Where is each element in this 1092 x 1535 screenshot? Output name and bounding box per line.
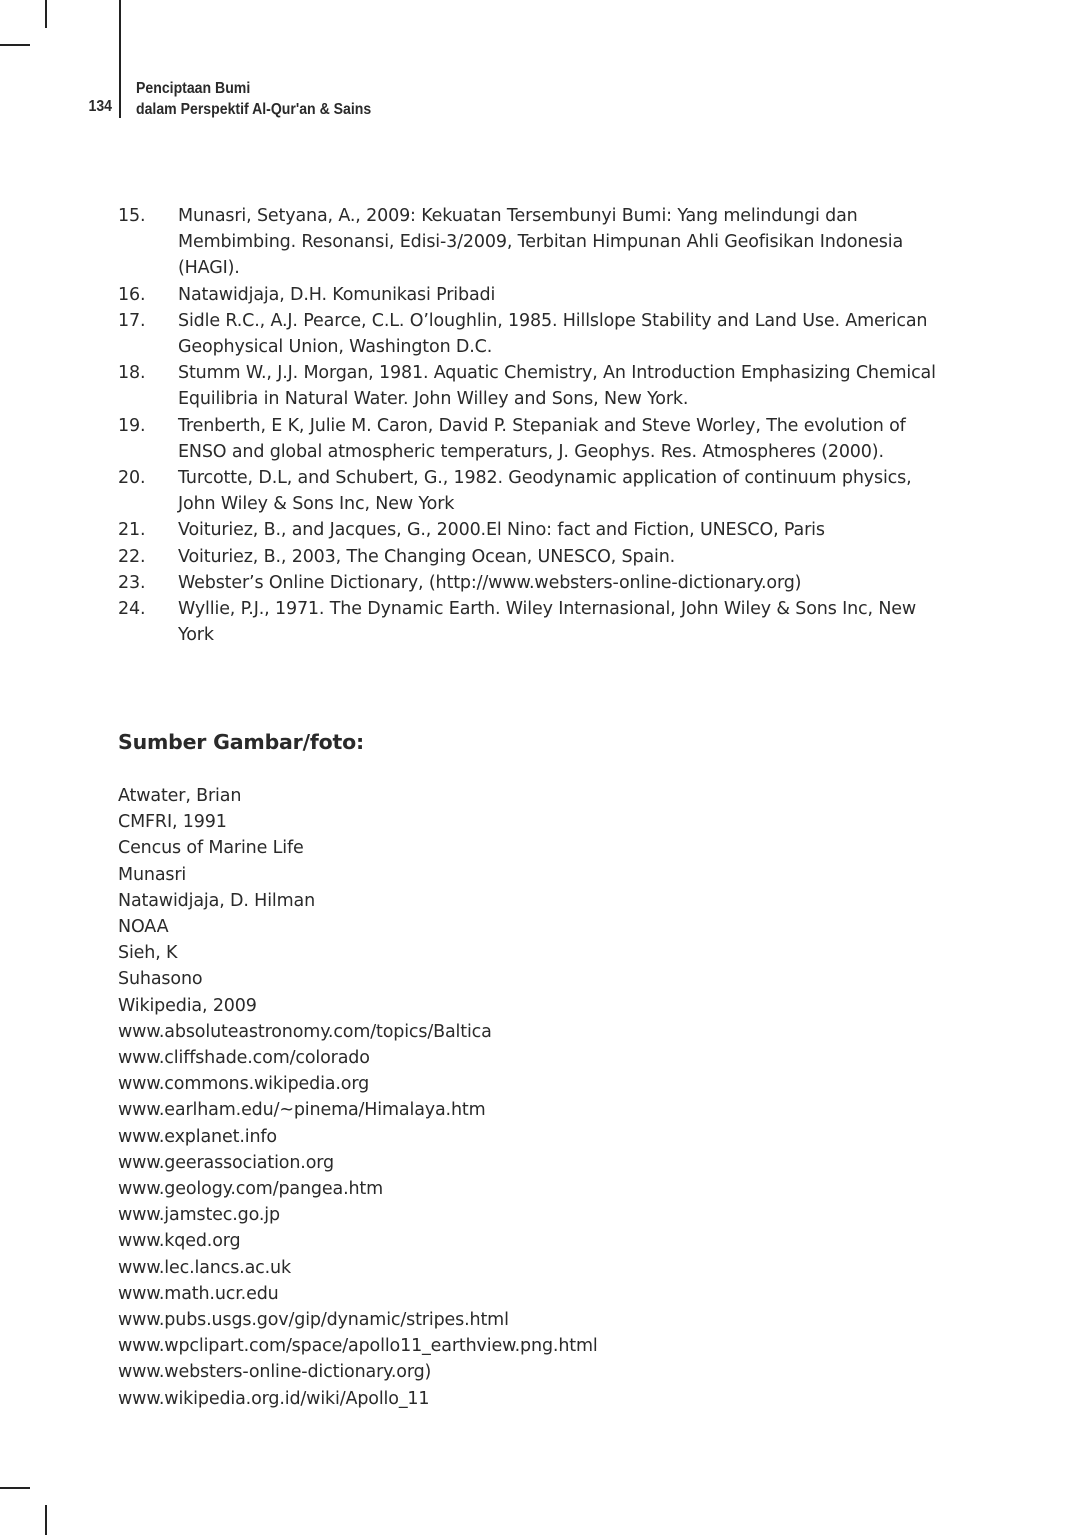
- source-item: www.jamstec.go.jp: [118, 1205, 280, 1226]
- reference-number: 19.: [118, 415, 146, 436]
- source-item: www.websters-online-dictionary.org): [118, 1362, 432, 1383]
- reference-item: [118, 596, 948, 648]
- reference-text: Munasri, Setyana, A., 2009: Kekuatan Tersembunyi Bumi: Yang melindungi dan Membimbing. Resonansi, Edisi-3/2009, Terbitan Himpunan Ahli Geofisikan Indonesia (HAGI).: [178, 206, 904, 279]
- reference-item: [118, 413, 948, 465]
- reference-number: 24.: [118, 599, 146, 620]
- source-item: www.lec.lancs.ac.uk: [118, 1257, 291, 1278]
- reference-text: Trenberth, E K, Julie M. Caron, David P. Stepaniak and Steve Worley, The evolution of ENSO and global atmospheric temperaturs, J. Geophys. Res. Atmospheres (2000).: [178, 415, 906, 462]
- reference-text: Webster’s Online Dictionary, (http://www.websters-online-dictionary.org): [178, 572, 802, 593]
- reference-number: 16.: [118, 284, 146, 305]
- source-item: Atwater, Brian: [118, 786, 242, 806]
- page-number: 134: [88, 98, 112, 115]
- crop-mark-top-horizontal: [0, 44, 30, 46]
- crop-mark-bottom-vertical: [45, 1505, 47, 1535]
- source-item: www.wpclipart.com/space/apollo11_earthview.png.html: [118, 1336, 598, 1357]
- source-item: Sieh, K: [118, 943, 178, 964]
- source-item: Suhasono: [118, 969, 203, 990]
- reference-number: 15.: [118, 206, 146, 226]
- source-item: www.earlham.edu/~pinema/Himalaya.htm: [118, 1100, 486, 1121]
- source-item: www.math.ucr.edu: [118, 1283, 279, 1304]
- reference-item: [118, 570, 948, 596]
- reference-item: [118, 517, 948, 543]
- source-item: Cencus of Marine Life: [118, 838, 304, 859]
- reference-text: Stumm W., J.J. Morgan, 1981. Aquatic Chemistry, An Introduction Emphasizing Chemical Equilibria in Natural Water. John Willey and Sons, New York.: [178, 363, 936, 410]
- reference-item: [118, 203, 948, 282]
- source-item: www.geerassociation.org: [118, 1152, 334, 1173]
- reference-number: 18.: [118, 363, 146, 384]
- source-item: www.explanet.info: [118, 1126, 277, 1147]
- source-item: Wikipedia, 2009: [118, 995, 257, 1016]
- reference-item: [118, 465, 948, 517]
- reference-number: 21.: [118, 520, 146, 541]
- reference-text: Turcotte, D.L, and Schubert, G., 1982. Geodynamic application of continuum physics, John Wiley & Sons Inc, New York: [178, 468, 912, 515]
- reference-list: [118, 203, 948, 648]
- reference-item: [118, 360, 948, 412]
- source-item: www.geology.com/pangea.htm: [118, 1179, 384, 1200]
- running-head-line-2: dalam Perspektif Al-Qur'an & Sains: [136, 101, 372, 118]
- running-head: [136, 78, 371, 120]
- source-item: www.pubs.usgs.gov/gip/dynamic/stripes.html: [118, 1310, 509, 1331]
- reference-item: [118, 308, 948, 360]
- image-source-list: [118, 783, 598, 1412]
- source-item: NOAA: [118, 917, 169, 938]
- section-title: Sumber Gambar/foto:: [118, 730, 364, 754]
- reference-text: Voituriez, B., 2003, The Changing Ocean, UNESCO, Spain.: [178, 546, 676, 567]
- source-item: www.cliffshade.com/colorado: [118, 1048, 370, 1069]
- reference-item: [118, 282, 948, 308]
- header-rule: [119, 0, 121, 118]
- source-item: www.kqed.org: [118, 1231, 241, 1252]
- running-head-line-1: Penciptaan Bumi: [136, 80, 251, 97]
- source-item: www.wikipedia.org.id/wiki/Apollo_11: [118, 1388, 430, 1409]
- reference-text: Natawidjaja, D.H. Komunikasi Pribadi: [178, 284, 496, 305]
- reference-number: 20.: [118, 468, 146, 489]
- source-item: www.commons.wikipedia.org: [118, 1074, 370, 1095]
- reference-number: 23.: [118, 572, 146, 593]
- crop-mark-bottom-horizontal: [0, 1487, 30, 1489]
- reference-number: 17.: [118, 310, 146, 331]
- source-item: www.absoluteastronomy.com/topics/Baltica: [118, 1021, 492, 1042]
- source-item: Munasri: [118, 864, 187, 885]
- source-item: CMFRI, 1991: [118, 812, 227, 833]
- source-item: Natawidjaja, D. Hilman: [118, 890, 316, 911]
- reference-number: 22.: [118, 546, 146, 567]
- reference-text: Sidle R.C., A.J. Pearce, C.L. O’loughlin, 1985. Hillslope Stability and Land Use. American Geophysical Union, Washington D.C.: [178, 310, 928, 358]
- reference-text: Voituriez, B., and Jacques, G., 2000.El Nino: fact and Fiction, UNESCO, Paris: [178, 520, 825, 541]
- crop-mark-top-vertical: [45, 0, 47, 28]
- reference-item: [118, 544, 948, 570]
- reference-text: Wyllie, P.J., 1971. The Dynamic Earth. Wiley Internasional, John Wiley & Sons Inc, New York: [178, 599, 917, 646]
